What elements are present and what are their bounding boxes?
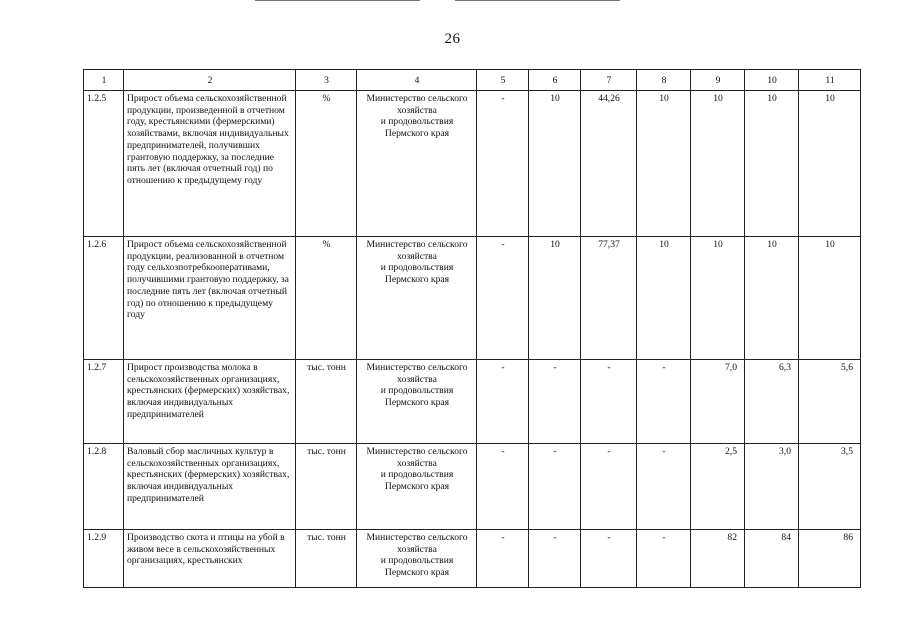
table-row — [84, 237, 861, 360]
responsible-line: и продовольствия — [380, 385, 454, 397]
header-cell: 1 — [84, 70, 124, 91]
responsible-line: Пермского края — [384, 481, 450, 493]
table-row — [84, 530, 861, 588]
value-cell: - — [637, 444, 691, 530]
value-cell: 86 — [799, 530, 861, 588]
value-cell: 10 — [529, 91, 581, 237]
responsible-line: Министерство сельского — [366, 239, 468, 250]
responsible-line: Пермского края — [384, 397, 450, 409]
value-cell: - — [477, 91, 529, 237]
responsible-line: Пермского края — [384, 567, 450, 579]
value-cell: 10 — [745, 237, 799, 360]
responsible-line: и продовольствия — [380, 116, 454, 128]
responsible-line: хозяйства — [397, 250, 437, 262]
value-cell: 5,6 — [799, 360, 861, 444]
value-cell: 6,3 — [745, 360, 799, 444]
header-cell: 6 — [529, 70, 581, 91]
responsible-cell — [357, 237, 477, 360]
value-cell: 44,26 — [581, 91, 637, 237]
value-cell: - — [529, 360, 581, 444]
indicator-name: Прирост производства молока в сельскохозяйственных организациях, крестьянских (фермерских) хозяйствах, включая индивидуальных предпринимателей — [124, 360, 296, 444]
value-cell: 2,5 — [691, 444, 745, 530]
responsible-line: Министерство сельского — [366, 362, 468, 373]
table-row — [84, 444, 861, 530]
value-cell: 10 — [691, 91, 745, 237]
value-cell: 3,0 — [745, 444, 799, 530]
top-rule-right — [455, 0, 620, 1]
responsible-line: Пермского края — [384, 128, 450, 140]
header-cell: 10 — [745, 70, 799, 91]
header-cell: 3 — [296, 70, 357, 91]
value-cell: - — [581, 530, 637, 588]
responsible-cell — [357, 360, 477, 444]
value-cell: 3,5 — [799, 444, 861, 530]
responsible-line: хозяйства — [397, 543, 437, 555]
row-number: 1.2.9 — [84, 530, 124, 588]
value-cell: 10 — [637, 91, 691, 237]
value-cell: 10 — [799, 237, 861, 360]
value-cell: - — [637, 530, 691, 588]
table-header-row — [84, 70, 861, 91]
header-cell: 4 — [357, 70, 477, 91]
responsible-line: Пермского края — [384, 274, 450, 286]
value-cell: 84 — [745, 530, 799, 588]
header-cell: 2 — [124, 70, 296, 91]
row-number: 1.2.6 — [84, 237, 124, 360]
responsible-cell — [357, 91, 477, 237]
page-number: 26 — [444, 31, 461, 47]
unit-cell: % — [296, 237, 357, 360]
value-cell: - — [529, 530, 581, 588]
responsible-line: и продовольствия — [380, 262, 454, 274]
value-cell: - — [581, 360, 637, 444]
value-cell: 82 — [691, 530, 745, 588]
header-cell: 5 — [477, 70, 529, 91]
unit-cell: тыс. тонн — [296, 530, 357, 588]
value-cell: 10 — [529, 237, 581, 360]
value-cell: - — [477, 360, 529, 444]
header-cell: 11 — [799, 70, 861, 91]
unit-cell: % — [296, 91, 357, 237]
responsible-cell — [357, 530, 477, 588]
value-cell: 77,37 — [581, 237, 637, 360]
table-row — [84, 360, 861, 444]
responsible-line: Министерство сельского — [366, 93, 468, 104]
indicator-name: Прирост объема сельскохозяйственной продукции, произведенной в отчетном году, крестьянскими (фермерскими) хозяйствами, включая индивидуальных предпринимателей, получивших грантовую поддержку, за последние пять лет (включая отчетный год) по отношению к предыдущему году — [124, 91, 296, 237]
header-cell: 8 — [637, 70, 691, 91]
value-cell: - — [477, 237, 529, 360]
value-cell: 10 — [637, 237, 691, 360]
header-cell: 7 — [581, 70, 637, 91]
row-number: 1.2.8 — [84, 444, 124, 530]
value-cell: 10 — [799, 91, 861, 237]
responsible-line: хозяйства — [397, 457, 437, 469]
value-cell: - — [477, 444, 529, 530]
responsible-line: хозяйства — [397, 373, 437, 385]
responsible-line: хозяйства — [397, 104, 437, 116]
indicator-name: Валовый сбор масличных культур в сельскохозяйственных организациях, крестьянских (фермерских) хозяйствах, включая индивидуальных предпринимателей — [124, 444, 296, 530]
value-cell: 7,0 — [691, 360, 745, 444]
responsible-line: Министерство сельского — [366, 446, 468, 457]
value-cell: - — [477, 530, 529, 588]
value-cell: - — [581, 444, 637, 530]
value-cell: 10 — [691, 237, 745, 360]
row-number: 1.2.5 — [84, 91, 124, 237]
responsible-line: Министерство сельского — [366, 532, 468, 543]
header-cell: 9 — [691, 70, 745, 91]
unit-cell: тыс. тонн — [296, 360, 357, 444]
indicator-name: Производство скота и птицы на убой в живом весе в сельскохозяйственных организациях, крестьянских — [124, 530, 296, 588]
value-cell: - — [637, 360, 691, 444]
table-row — [84, 91, 861, 237]
indicators-table — [83, 69, 861, 588]
indicator-name: Прирост объема сельскохозяйственной продукции, реализованной в отчетном году сельхозпотребкооперативами, получившими грантовую поддержку, за последние пять лет (включая отчетный год) по отношению к предыдущему году — [124, 237, 296, 360]
top-rule-left — [255, 0, 420, 1]
value-cell: - — [529, 444, 581, 530]
row-number: 1.2.7 — [84, 360, 124, 444]
responsible-cell — [357, 444, 477, 530]
responsible-line: и продовольствия — [380, 469, 454, 481]
unit-cell: тыс. тонн — [296, 444, 357, 530]
responsible-line: и продовольствия — [380, 555, 454, 567]
value-cell: 10 — [745, 91, 799, 237]
